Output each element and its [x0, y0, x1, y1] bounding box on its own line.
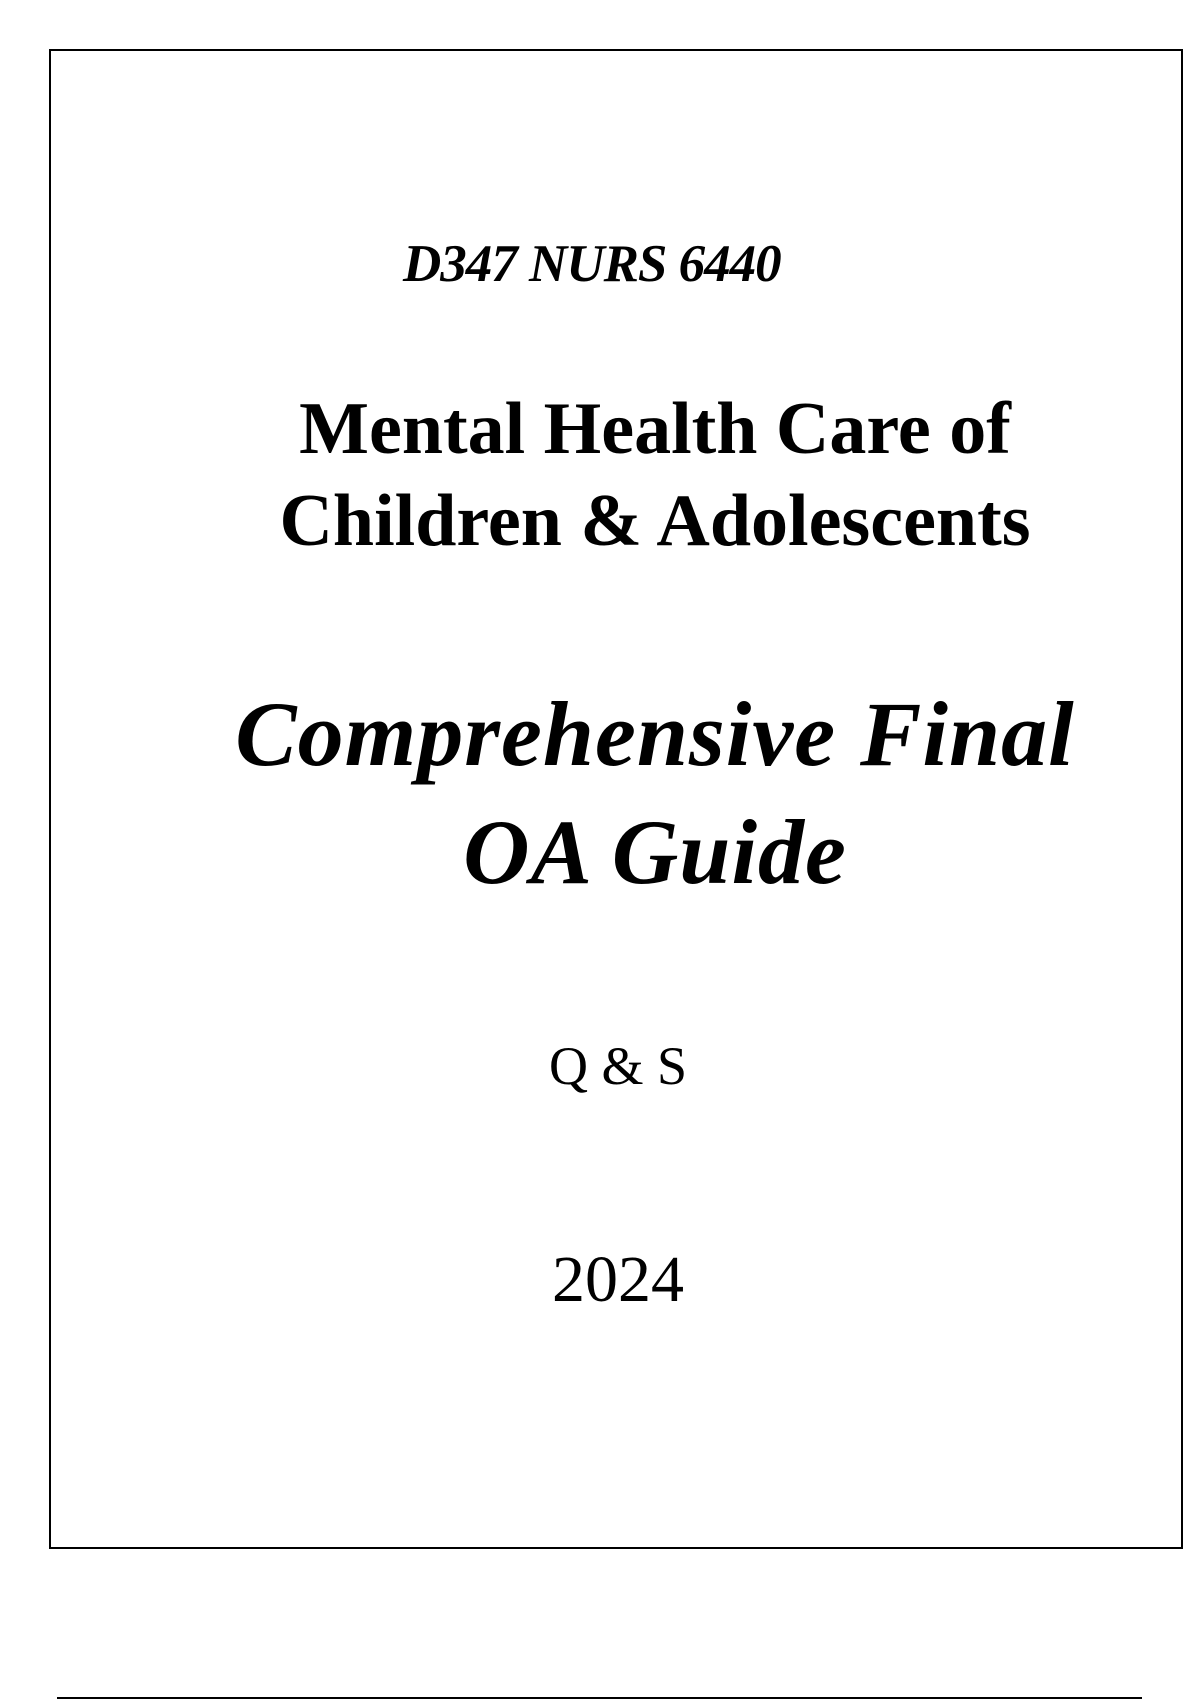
- course-title: [180, 383, 1130, 567]
- course-title-line-2: Children & Adolescents: [279, 480, 1031, 562]
- course-title-line-1: Mental Health Care of: [299, 388, 1011, 470]
- guide-title-line-1: Comprehensive Final: [235, 683, 1075, 785]
- guide-title: [150, 675, 1160, 911]
- qa-label: Q & S: [548, 1036, 688, 1096]
- guide-title-line-2: OA Guide: [463, 801, 847, 903]
- footer-divider: [57, 1697, 1142, 1699]
- year-label: 2024: [552, 1243, 684, 1316]
- course-code: D347 NURS 6440: [403, 235, 781, 293]
